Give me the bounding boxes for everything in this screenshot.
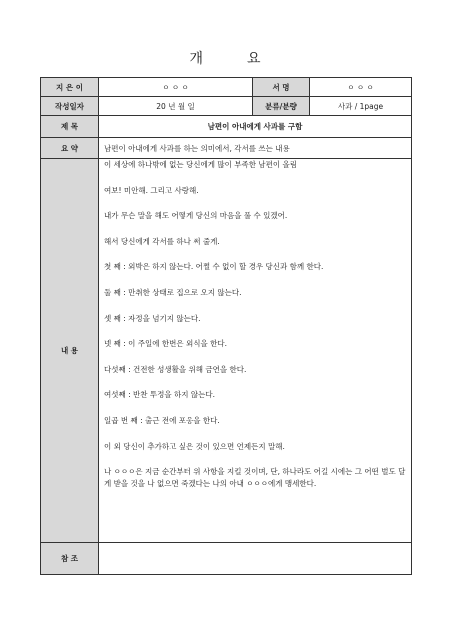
title-char-1: 개 <box>189 51 203 67</box>
reference-label: 참 조 <box>41 543 99 575</box>
subject-label: 제 목 <box>41 116 99 138</box>
content-label: 내 용 <box>41 159 99 543</box>
content-line: 둘 째 : 만취한 상태로 집으로 오지 않는다. <box>104 287 242 297</box>
author-label: 지 은 이 <box>41 78 99 97</box>
content-line: 다섯째 : 건전한 성생활을 위해 금연을 한다. <box>104 364 247 374</box>
title-char-2: 요 <box>247 51 261 67</box>
date-label: 작성일자 <box>41 97 99 116</box>
content-line: 첫 째 : 외박은 하지 않는다. 어쩔 수 없이 할 경우 당신과 함께 한다. <box>104 262 324 272</box>
subject-value: 남편이 아내에게 사과를 구함 <box>99 116 412 138</box>
document-title <box>0 48 450 68</box>
content-line: 여섯째 : 반찬 투정을 하지 않는다. <box>104 390 216 400</box>
reference-row <box>41 543 412 575</box>
date-value: 20 년 월 일 <box>99 97 253 116</box>
content-line: 여보! 미안해. 그리고 사랑해. <box>104 185 199 195</box>
content-line: 이 외 당신이 추가하고 싶은 것이 있으면 언제든지 말해. <box>104 441 285 451</box>
signature-label: 서 명 <box>253 78 310 97</box>
author-value: ㅇ ㅇ ㅇ <box>99 78 253 97</box>
content-line: 내가 무슨 말을 해도 어떻게 당신의 마음을 풀 수 있겠어. <box>104 211 288 221</box>
content-line: 넷 째 : 이 주일에 한번은 외식을 한다. <box>104 339 228 349</box>
overview-form <box>40 77 412 575</box>
content-row <box>41 159 412 543</box>
reference-value <box>99 543 412 575</box>
signature-value: ㅇ ㅇ ㅇ <box>310 78 412 97</box>
content-line: 해서 당신에게 각서를 하나 써 줄게. <box>104 236 220 246</box>
content-line: 셋 째 : 자정을 넘기지 않는다. <box>104 313 201 323</box>
summary-value: 남편이 아내에게 사과를 하는 의미에서, 각서를 쓰는 내용 <box>99 138 412 159</box>
summary-row <box>41 138 412 159</box>
content-line: 이 세상에 하나밖에 없는 당신에게 많이 부족한 남편이 올림 <box>104 160 297 169</box>
category-value: 사과 / 1page <box>310 97 412 116</box>
subject-row <box>41 116 412 138</box>
summary-label: 요 약 <box>41 138 99 159</box>
author-row <box>41 78 412 97</box>
content-line: 나 ㅇㅇㅇ은 지금 순간부터 위 사항을 지킬 것이며, 단, 하나라도 어길 시에는 그 어떤 벌도 달게 받을 것을 나 없으면 죽겠다는 나의 아내 ㅇㅇㅇ에게 맹세한다. <box>104 467 406 489</box>
date-row <box>41 97 412 116</box>
content-body <box>99 159 412 543</box>
content-line: 일곱 번 째 : 출근 전에 포옹을 한다. <box>104 415 220 425</box>
category-label: 분류/분량 <box>253 97 310 116</box>
